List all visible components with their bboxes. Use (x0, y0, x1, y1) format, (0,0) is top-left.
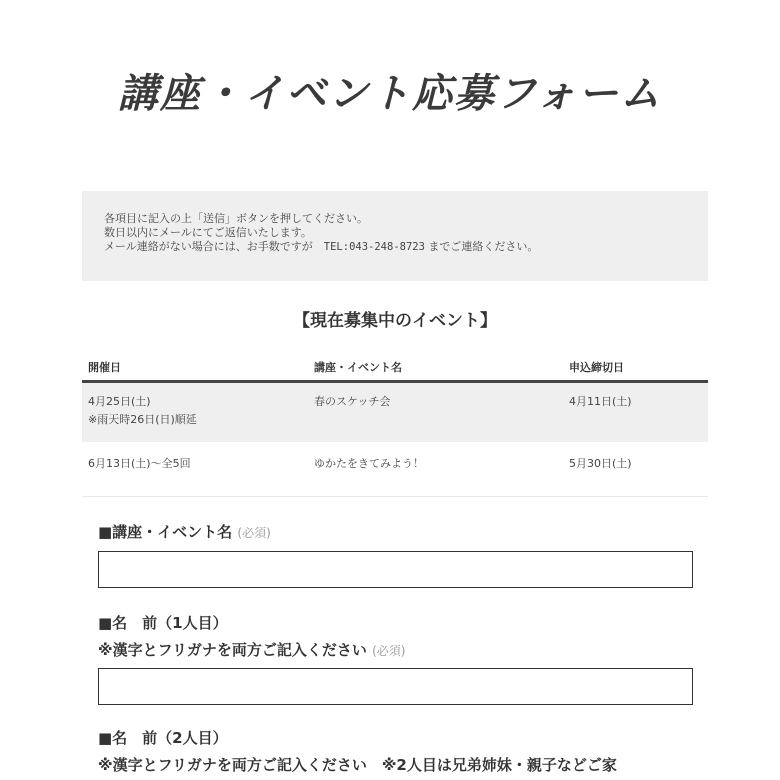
column-header-event-name: 講座・イベント名 (314, 361, 402, 374)
column-header-date: 開催日 (88, 361, 121, 374)
field-note-text: ※漢字とフリガナを両方ご記入ください (98, 641, 367, 659)
table-header-row (82, 349, 708, 383)
event-deadline: 5月30日(土) (569, 457, 632, 470)
contact-text: メール連絡がない場合には、お手数ですが (104, 240, 324, 253)
field-label-text: ■講座・イベント名 (98, 523, 233, 541)
event-name: ゆかたをきてみよう！ (314, 457, 424, 470)
table-row (82, 383, 708, 442)
required-marker: (必須) (237, 526, 271, 540)
page-title: 講座・イベント応募フォーム (118, 70, 662, 117)
instruction-line (104, 240, 686, 254)
event-name-field-label (98, 521, 271, 542)
phone-number: TEL:043-248-8723 (323, 241, 425, 253)
event-date-note: ※雨天時26日(日)順延 (88, 413, 197, 426)
event-date: 4月25日(土) (88, 395, 151, 408)
contact-text: までご連絡ください。 (424, 240, 539, 253)
event-date-cell (88, 393, 197, 429)
required-marker: (必須) (372, 644, 406, 658)
name1-field-note (98, 639, 405, 660)
instruction-line: 数日以内にメールにてご返信いたします。 (104, 226, 312, 239)
instructions-box (82, 191, 708, 281)
event-date: 6月13日(土)〜全5回 (88, 457, 191, 470)
name1-input[interactable] (98, 668, 693, 705)
events-table (82, 349, 708, 497)
name2-field-label: ■名 前（2人目） (98, 729, 228, 747)
column-header-deadline: 申込締切日 (569, 361, 624, 374)
events-heading: 【現在募集中のイベント】 (293, 311, 497, 331)
event-name-input[interactable] (98, 551, 693, 588)
instruction-line: 各項目に記入の上「送信」ボタンを押してください。 (104, 212, 368, 225)
name1-field-label: ■名 前（1人目） (98, 614, 228, 632)
event-name: 春のスケッチ会 (314, 395, 391, 408)
table-row (82, 442, 708, 497)
name2-field-note: ※漢字とフリガナを両方ご記入ください ※2人目は兄弟姉妹・親子などご家 (98, 756, 617, 774)
event-deadline: 4月11日(土) (569, 395, 632, 408)
